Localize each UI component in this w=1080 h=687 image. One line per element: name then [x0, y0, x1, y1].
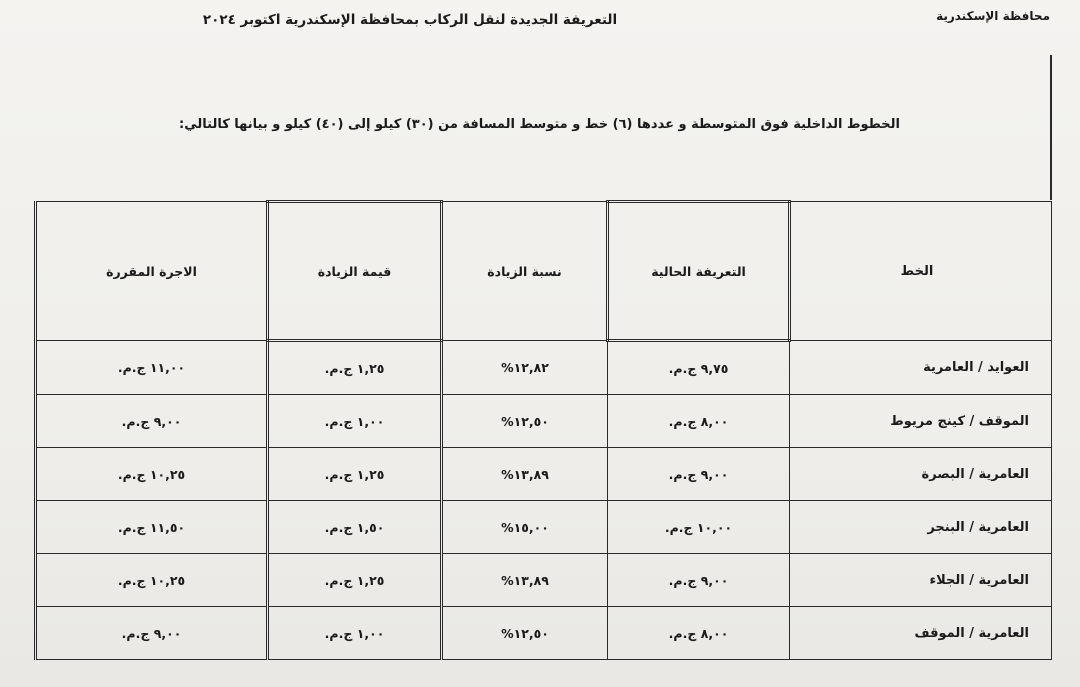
increase-pct-cell: ١٣,٨٩% — [442, 554, 608, 607]
current-fare-cell: ٩,٠٠ ج.م. — [608, 554, 790, 607]
new-fare-cell: ٩,٠٠ ج.م. — [36, 395, 268, 448]
col-fare-header: الاجرة المقررة — [36, 202, 268, 341]
table-row — [36, 395, 1052, 448]
increase-value-cell: ١,٢٥ ج.م. — [268, 341, 442, 395]
increase-pct-cell: ١٢,٥٠% — [442, 607, 608, 660]
route-cell: العامرية / الموقف — [790, 607, 1052, 660]
col-pct-header: نسبة الزيادة — [442, 202, 608, 341]
table-row — [36, 607, 1052, 660]
new-fare-cell: ٩,٠٠ ج.م. — [36, 607, 268, 660]
col-current-header: التعريفة الحالية — [608, 202, 790, 341]
increase-pct-cell: ١٢,٨٢% — [442, 341, 608, 395]
new-fare-cell: ١٠,٢٥ ج.م. — [36, 554, 268, 607]
increase-value-cell: ١,٢٥ ج.م. — [268, 448, 442, 501]
increase-value-cell: ١,٢٥ ج.م. — [268, 554, 442, 607]
route-cell: الموقف / كينج مريوط — [790, 395, 1052, 448]
route-cell: العوايد / العامرية — [790, 341, 1052, 395]
new-fare-cell: ١١,٠٠ ج.م. — [36, 341, 268, 395]
current-fare-cell: ٨,٠٠ ج.م. — [608, 395, 790, 448]
margin-line — [1050, 55, 1052, 200]
increase-pct-cell: ١٣,٨٩% — [442, 448, 608, 501]
governorate-name: محافظة الإسكندرية — [936, 9, 1050, 23]
current-fare-cell: ٨,٠٠ ج.م. — [608, 607, 790, 660]
fare-table — [34, 200, 1052, 660]
increase-value-cell: ١,٥٠ ج.م. — [268, 501, 442, 554]
intro-text: الخطوط الداخلية فوق المتوسطة و عددها (٦) خط و متوسط المسافة من (٣٠) كيلو إلى (٤٠) كيلو و بيانها كالتالي: — [179, 117, 900, 132]
increase-value-cell: ١,٠٠ ج.م. — [268, 607, 442, 660]
current-fare-cell: ١٠,٠٠ ج.م. — [608, 501, 790, 554]
route-cell: العامرية / البصرة — [790, 448, 1052, 501]
table-row — [36, 554, 1052, 607]
increase-value-cell: ١,٠٠ ج.م. — [268, 395, 442, 448]
route-cell: العامرية / الجلاء — [790, 554, 1052, 607]
current-fare-cell: ٩,٧٥ ج.م. — [608, 341, 790, 395]
new-fare-cell: ١١,٥٠ ج.م. — [36, 501, 268, 554]
table-row — [36, 341, 1052, 395]
table-row — [36, 448, 1052, 501]
increase-pct-cell: ١٥,٠٠% — [442, 501, 608, 554]
col-route-header: الخط — [790, 202, 1052, 341]
col-increase-header: قيمة الزيادة — [268, 202, 442, 341]
increase-pct-cell: ١٢,٥٠% — [442, 395, 608, 448]
new-fare-cell: ١٠,٢٥ ج.م. — [36, 448, 268, 501]
table-header-row — [36, 202, 1052, 341]
document-title: التعريفة الجديدة لنقل الركاب بمحافظة الإسكندرية اكتوبر ٢٠٢٤ — [202, 12, 618, 28]
current-fare-cell: ٩,٠٠ ج.م. — [608, 448, 790, 501]
table-row — [36, 501, 1052, 554]
route-cell: العامرية / البنجر — [790, 501, 1052, 554]
